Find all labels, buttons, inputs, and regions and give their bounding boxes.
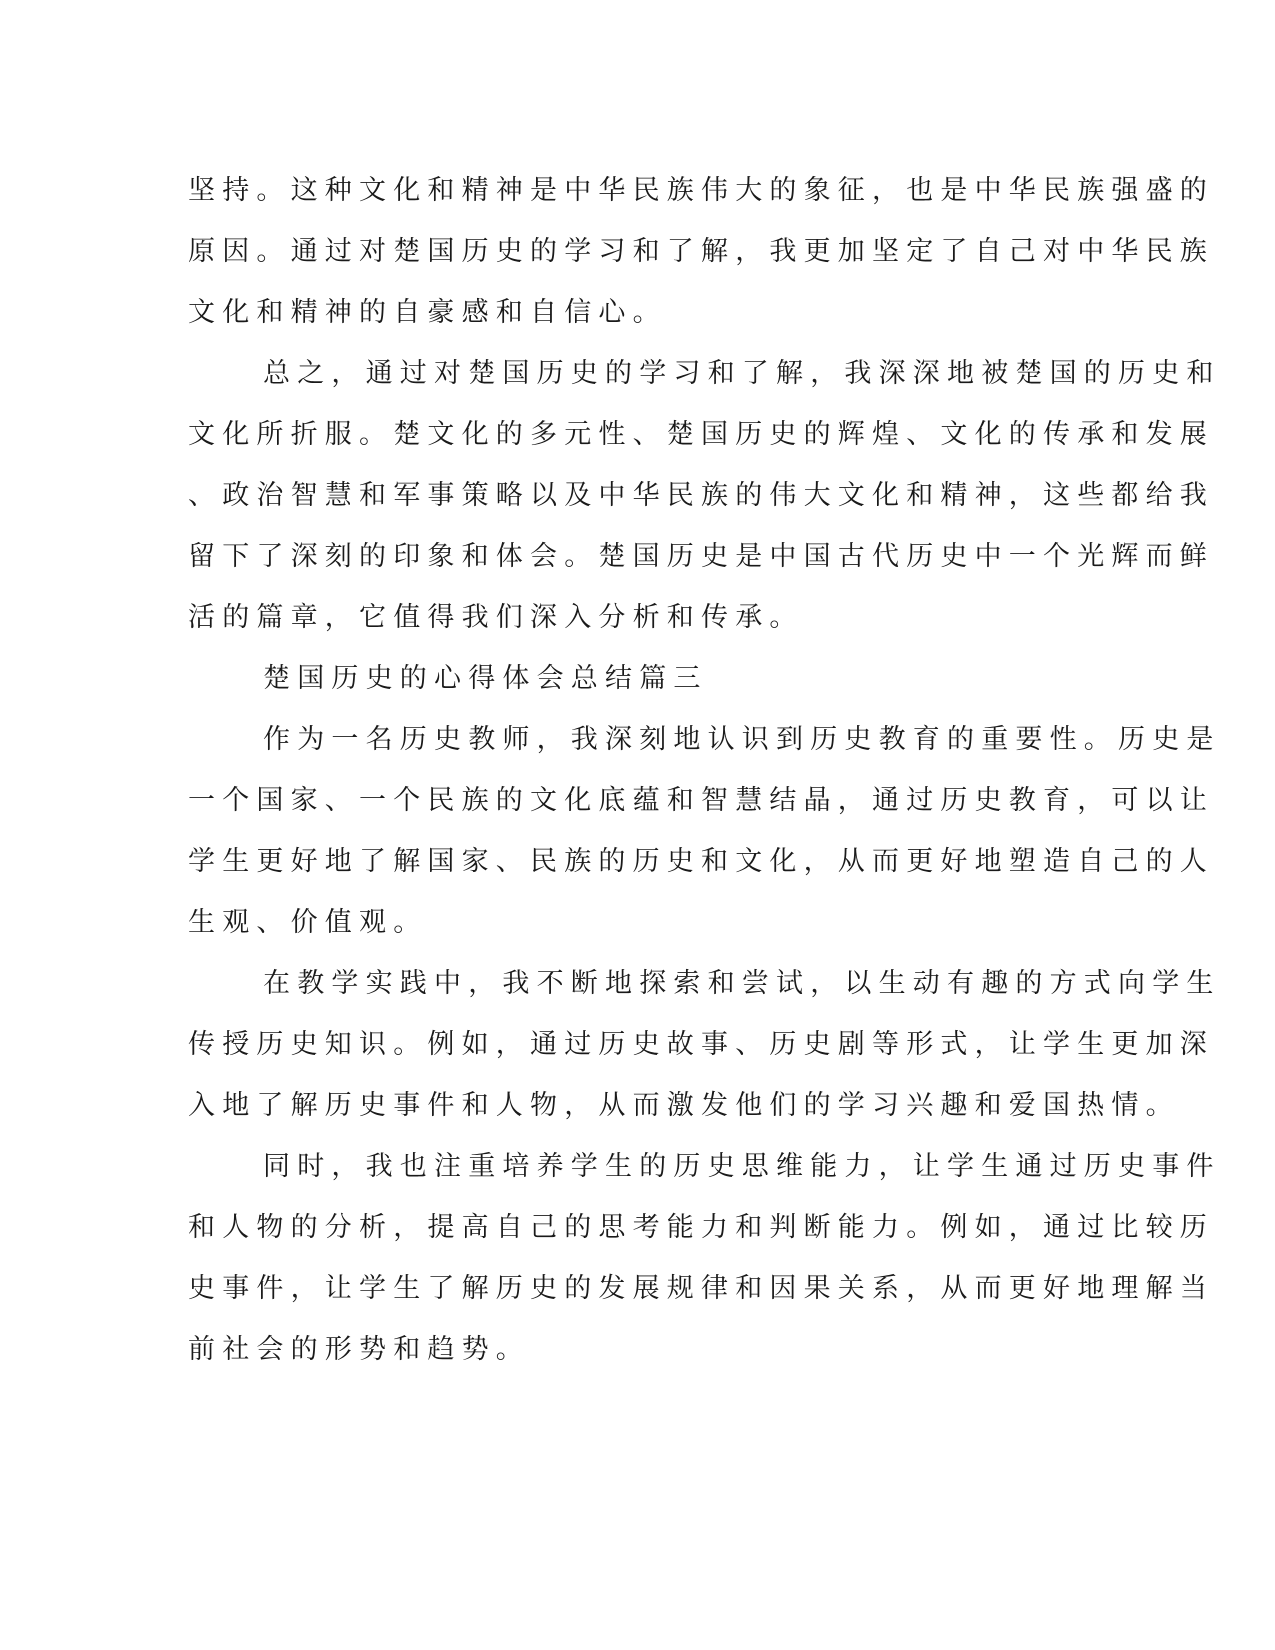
paragraph-first-line: 同时，我也注重培养学生的历史思维能力，让学生通过历史事件 [263,1151,1221,1182]
text-line: 学生更好地了解国家、民族的历史和文化，从而更好地塑造自己的人 [188,846,1214,877]
text-line: 生观、价值观。 [188,907,428,938]
text-line: 留下了深刻的印象和体会。楚国历史是中国古代历史中一个光辉而鲜 [188,541,1214,572]
text-line: 、政治智慧和军事策略以及中华民族的伟大文化和精神，这些都给我 [188,480,1214,511]
text-line: 入地了解历史事件和人物，从而激发他们的学习兴趣和爱国热情。 [188,1090,1180,1121]
text-line: 文化和精神的自豪感和自信心。 [188,297,667,328]
text-line: 一个国家、一个民族的文化底蕴和智慧结晶，通过历史教育，可以让 [188,785,1214,816]
text-line: 活的篇章，它值得我们深入分析和传承。 [188,602,804,633]
paragraph-first-line: 总之，通过对楚国历史的学习和了解，我深深地被楚国的历史和 [263,358,1221,389]
text-line: 文化所折服。楚文化的多元性、楚国历史的辉煌、文化的传承和发展 [188,419,1214,450]
text-line: 史事件，让学生了解历史的发展规律和因果关系，从而更好地理解当 [188,1273,1214,1304]
text-line: 坚持。这种文化和精神是中华民族伟大的象征，也是中华民族强盛的 [188,175,1214,206]
paragraph-first-line: 作为一名历史教师，我深刻地认识到历史教育的重要性。历史是 [263,724,1221,755]
text-line: 前社会的形势和趋势。 [188,1334,530,1365]
text-line: 传授历史知识。例如，通过历史故事、历史剧等形式，让学生更加深 [188,1029,1214,1060]
paragraph-first-line: 在教学实践中，我不断地探索和尝试，以生动有趣的方式向学生 [263,968,1221,999]
text-line: 原因。通过对楚国历史的学习和了解，我更加坚定了自己对中华民族 [188,236,1214,267]
document-body [188,160,1221,1380]
section-heading: 楚国历史的心得体会总结篇三 [263,663,708,694]
text-line: 和人物的分析，提高自己的思考能力和判断能力。例如，通过比较历 [188,1212,1214,1243]
